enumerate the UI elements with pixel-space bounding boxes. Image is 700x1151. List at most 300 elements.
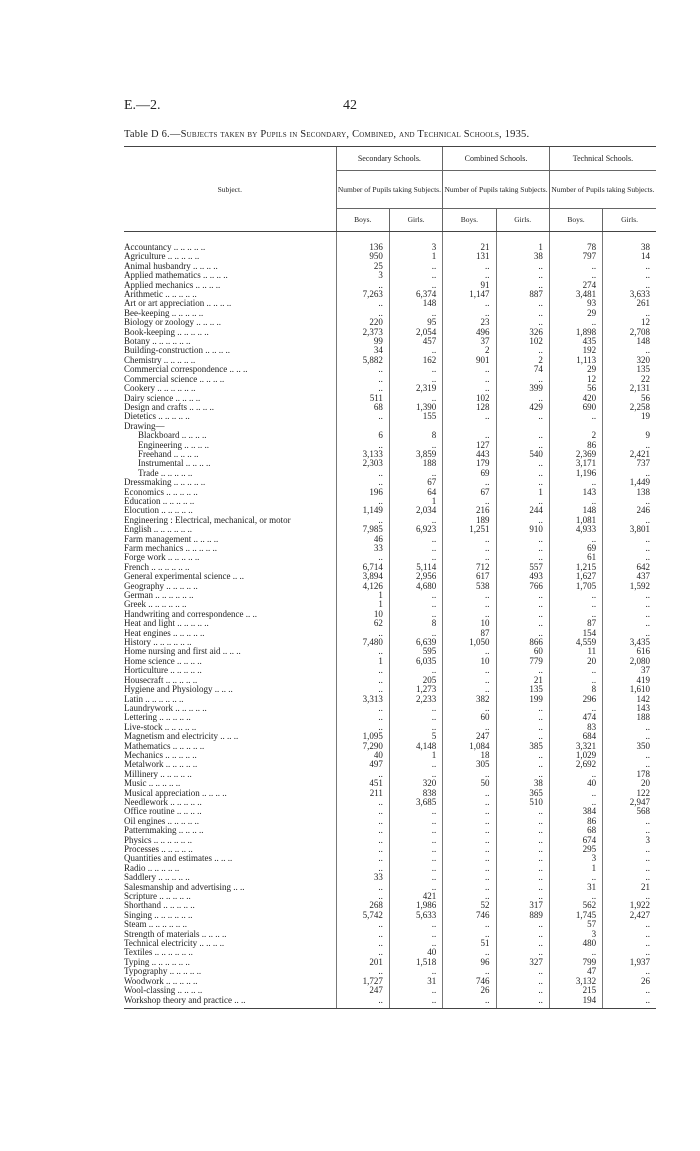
cell-value: 1,273 [389,685,442,694]
cell-value: 274 [549,281,602,290]
cell-value: 33 [336,544,389,553]
cell-value: 102 [443,394,496,403]
table-row [124,431,656,440]
cell-value: .. [443,892,496,901]
cell-value: .. [496,807,549,816]
cell-value: 38 [603,243,656,252]
leader-dots: .. .. .. .. .. [157,638,192,648]
subject-name [124,948,336,957]
subject-name [124,600,336,609]
leader-dots: .. .. .. .. .. [158,525,193,535]
subject-name [124,299,336,308]
cell-value: 1,084 [443,742,496,751]
subject-label: Steam .. [124,920,154,930]
cell-value: .. [443,262,496,271]
subject-name [124,958,336,967]
cell-value: .. [496,666,549,675]
cell-value: 3,132 [549,977,602,986]
cell-value: 3 [336,271,389,280]
cell-value: 2 [496,356,549,365]
cell-value: 443 [443,450,496,459]
cell-value: 95 [389,318,442,327]
cell-value: 199 [496,695,549,704]
subject-label: History .. [124,638,158,648]
cell-value: 1 [336,591,389,600]
cell-value: .. [389,271,442,280]
cell-value: 1,922 [603,901,656,910]
cell-value: 684 [549,732,602,741]
cell-value: .. [603,619,656,628]
cell-value: .. [336,281,389,290]
cell-value: .. [603,892,656,901]
cell-value: .. [389,544,442,553]
cell-value: .. [603,497,656,506]
subject-name [124,695,336,704]
cell-value: .. [443,676,496,685]
table-row [124,290,656,299]
subject-name [124,459,336,468]
cell-value: .. [496,892,549,901]
table-row [124,619,656,628]
cell-value: 1,937 [603,958,656,967]
cell-value: 194 [549,996,602,1005]
cell-value: .. [496,836,549,845]
cell-value: 18 [443,751,496,760]
subject-label: Typing .. [124,957,157,967]
cell-value: .. [336,723,389,732]
cell-value: .. [389,309,442,318]
leader-dots: .. .. .. .. .. [163,290,197,300]
cell-value: 220 [336,318,389,327]
cell-value: 46 [336,535,389,544]
cell-value: .. [496,967,549,976]
cell-value: .. [336,883,389,892]
cell-value: .. [496,553,549,562]
subject-name [124,563,336,572]
subject-label: Singing .. [124,910,159,920]
cell-value: 385 [496,742,549,751]
cell-value: 320 [603,356,656,365]
cell-value: 326 [496,328,549,337]
cell-value: 138 [603,488,656,497]
cell-value: .. [496,516,549,525]
cell-value: 1,518 [389,958,442,967]
subject-label: Dairy science [124,393,174,403]
leader-dots: .. .. .. .. [182,440,209,450]
leader-dots: .. .. .. .. .. [156,957,190,967]
cell-value: 1,610 [603,685,656,694]
cell-value: 102 [496,337,549,346]
subject-label: Workshop theory and practice [124,995,232,1005]
cell-value: 196 [336,488,389,497]
cell-value: .. [336,939,389,948]
cell-value: 21 [603,883,656,892]
report-code: E.—2. [124,98,161,113]
cell-value: .. [496,770,549,779]
cell-value: .. [336,666,389,675]
cell-value: 2,369 [549,450,602,459]
cell-value: .. [496,394,549,403]
subject-name [124,770,336,779]
subject-name [124,977,336,986]
cell-value: 1,081 [549,516,602,525]
cell-value: .. [496,977,549,986]
cell-value [336,422,389,431]
subject-name [124,572,336,581]
subject-label: Physics .. [124,835,159,845]
cell-value: .. [389,986,442,995]
cell-value: 2 [549,431,602,440]
subject-label: Instrumental [138,459,184,469]
cell-value: 910 [496,525,549,534]
cell-value: .. [603,535,656,544]
leader-dots: .. .. .. .. [191,534,219,544]
subject-name [124,666,336,675]
cell-value: .. [549,770,602,779]
leader-dots: .. .. .. .. [193,280,221,290]
cell-value: 399 [496,384,549,393]
cell-value: 2,947 [603,798,656,807]
cell-value: .. [603,281,656,290]
cell-value: 435 [549,337,602,346]
cell-value: 1,986 [389,901,442,910]
cell-value: 4,680 [389,582,442,591]
subject-name [124,394,336,403]
cell-value: .. [389,666,442,675]
cell-value: 2,708 [603,328,656,337]
cell-value: .. [549,948,602,957]
cell-value: 40 [336,751,389,760]
cell-value: .. [443,920,496,929]
cell-value: .. [443,770,496,779]
cell-value: .. [603,845,656,854]
subject-label: Geography [124,581,164,591]
table-row [124,986,656,995]
cell-value: 10 [336,610,389,619]
group-header-technical: Technical Schools. [549,147,656,171]
table-row [124,403,656,412]
cell-value: .. [443,375,496,384]
table-row [124,309,656,318]
subject-name [124,318,336,327]
table-row [124,563,656,572]
table-row [124,751,656,760]
table-row [124,901,656,910]
cell-value: 2,233 [389,695,442,704]
cell-value: .. [603,610,656,619]
cell-value: .. [496,723,549,732]
cell-value: 56 [549,384,602,393]
cell-value: .. [496,704,549,713]
cell-value [443,422,496,431]
subject-name [124,346,336,355]
cell-value: 3,801 [603,525,656,534]
cell-value: 451 [336,779,389,788]
subject-name [124,337,336,346]
col-header-comb-boys: Boys. [443,209,496,232]
cell-value: .. [389,610,442,619]
subject-label: Bee-keeping [124,308,170,318]
cell-value: .. [336,365,389,374]
subject-label: Applied mechanics [124,280,194,290]
cell-value: .. [496,478,549,487]
table-row [124,375,656,384]
cell-value: .. [549,798,602,807]
subject-label: Arithmetic [124,290,163,300]
cell-value: 511 [336,394,389,403]
subject-label: Saddlery [124,873,156,883]
subject-label: Dietetics [124,412,156,422]
cell-value: 179 [443,459,496,468]
cell-value: .. [496,760,549,769]
table-row [124,930,656,939]
table-row [124,977,656,986]
cell-value: .. [336,713,389,722]
cell-value: 3,859 [389,450,442,459]
leader-dots: .. .. .. .. .. [165,252,200,262]
subject-label: French .. [124,562,156,572]
leader-dots: .. .. .. .. [199,788,227,798]
leader-dots: .. .. .. .. .. [157,713,191,723]
cell-value: 9 [603,431,656,440]
cell-value: .. [549,535,602,544]
subject-name [124,544,336,553]
subject-label: Mechanics [124,750,163,760]
cell-value: 91 [443,281,496,290]
cell-value: .. [603,544,656,553]
table-row [124,958,656,967]
cell-value: 1 [496,488,549,497]
cell-value: 143 [549,488,602,497]
subject-label: Engineering [138,440,182,450]
subject-label: Millinery [124,769,158,779]
cell-value [389,422,442,431]
cell-value: 261 [603,299,656,308]
leader-dots: .. .. .. .. .. [158,835,193,845]
cell-value: 429 [496,403,549,412]
cell-value: 1,727 [336,977,389,986]
subject-name [124,384,336,393]
subject-label: Wool-classing [124,986,176,996]
cell-value: .. [496,854,549,863]
table-row [124,779,656,788]
subject-name [124,619,336,628]
leader-dots: .. .. .. .. .. [156,337,191,347]
cell-value: 93 [549,299,602,308]
cell-value: .. [496,883,549,892]
cell-value: 420 [549,394,602,403]
cell-value: 2,373 [336,328,389,337]
cell-value [549,422,602,431]
subject-label: Shorthand [124,901,161,911]
cell-value: .. [389,516,442,525]
leader-dots: .. .. .. .. .. [153,920,187,930]
cell-value: .. [603,271,656,280]
subject-name [124,450,336,459]
cell-value: 2,319 [389,384,442,393]
leader-dots: .. .. .. .. [190,261,218,271]
subject-label: Strength of materials [124,929,200,939]
subject-name [124,309,336,318]
cell-value: 247 [443,732,496,741]
subject-label: Laundrywork [124,703,173,713]
cell-value: .. [443,789,496,798]
leader-dots: .. .. .. .. [176,826,204,836]
table-row [124,478,656,487]
cell-value: 21 [496,676,549,685]
cell-value: 10 [443,657,496,666]
cell-value: 3 [389,243,442,252]
cell-value: 3,435 [603,638,656,647]
table-row [124,591,656,600]
cell-value: 2,692 [549,760,602,769]
subject-name [124,281,336,290]
cell-value: 4,148 [389,742,442,751]
subject-name [124,290,336,299]
cell-value: 2,303 [336,459,389,468]
cell-value: 86 [549,441,602,450]
subject-label: Handwriting and correspondence [124,609,244,619]
table-row [124,488,656,497]
cell-value: .. [603,591,656,600]
cell-value: 4,126 [336,582,389,591]
cell-value: 1,029 [549,751,602,760]
subject-header: Subject. [217,184,242,194]
cell-value: 68 [336,403,389,412]
cell-value: .. [443,610,496,619]
cell-value: 1,149 [336,506,389,515]
cell-value: .. [389,845,442,854]
cell-value: 21 [443,243,496,252]
cell-value: 2,421 [603,450,656,459]
cell-value: .. [603,760,656,769]
subject-name [124,591,336,600]
cell-value: 616 [603,647,656,656]
cell-value: 1 [389,497,442,506]
cell-value: 1,095 [336,732,389,741]
cell-value: .. [603,441,656,450]
subject-label: Needlework [124,797,168,807]
subject-label: Horticulture [124,666,168,676]
cell-value: 327 [496,958,549,967]
table-row [124,572,656,581]
cell-value: .. [496,459,549,468]
table-row [124,346,656,355]
leader-dots: .. .. .. .. [186,402,214,412]
table-row [124,920,656,929]
subject-label: Greek .. [124,600,153,610]
subject-label: Engineering : Electrical, mechanical, or motor [124,515,291,525]
cell-value: 538 [443,582,496,591]
leader-dots: .. .. .. .. .. [170,741,205,751]
cell-value: 3 [603,836,656,845]
cell-value: .. [443,996,496,1005]
subject-name [124,243,336,252]
cell-value: .. [336,770,389,779]
cell-value: .. [336,553,389,562]
cell-value: .. [603,553,656,562]
cell-value: .. [336,629,389,638]
leader-dots: .. .. .. .. [175,986,203,996]
cell-value: 244 [496,506,549,515]
cell-value: 7,263 [336,290,389,299]
cell-value: 887 [496,290,549,299]
cell-value: .. [336,996,389,1005]
leader-dots: .. .. .. [220,647,241,657]
cell-value: 87 [549,619,602,628]
cell-value: .. [603,930,656,939]
cell-value: 2,427 [603,911,656,920]
cell-value: .. [549,591,602,600]
cell-value: .. [443,600,496,609]
subject-label: Botany .. [124,337,157,347]
cell-value: 31 [389,977,442,986]
cell-value: 6,035 [389,657,442,666]
subject-name [124,356,336,365]
cell-value: .. [389,441,442,450]
table-row [124,873,656,882]
cell-value: .. [443,704,496,713]
leader-dots: .. .. .. .. .. [162,722,197,732]
cell-value: .. [603,262,656,271]
leader-dots: .. .. .. .. .. [161,901,195,911]
cell-value: 382 [443,695,496,704]
subject-name [124,892,336,901]
subject-label: Mathematics [124,741,171,751]
cell-value: 189 [443,516,496,525]
cell-value: 8 [389,619,442,628]
cell-value: 6 [336,431,389,440]
table-row [124,845,656,854]
cell-value: 57 [549,920,602,929]
leader-dots: .. .. .. .. .. [173,703,207,713]
leader-dots: .. .. .. [227,365,248,375]
cell-value: .. [443,666,496,675]
subject-name [124,864,336,873]
table-caption: —Subjects taken by Pupils in Secondary, Combined, and Technical Schools, 1935. [169,129,530,140]
cell-value: .. [603,920,656,929]
cell-value: 3,894 [336,572,389,581]
cell-value: 22 [603,375,656,384]
cell-value: 797 [549,252,602,261]
table-row [124,252,656,261]
cell-value: 8 [549,685,602,694]
cell-value: 712 [443,563,496,572]
leader-dots: .. .. .. .. .. [169,308,204,318]
cell-value: 2 [443,346,496,355]
cell-value: 317 [496,901,549,910]
cell-value: .. [549,318,602,327]
cell-value: 3,171 [549,459,602,468]
cell-value: 37 [443,337,496,346]
cell-value: 11 [549,647,602,656]
cell-value: 29 [549,365,602,374]
leader-dots: .. .. [232,995,246,1005]
subject-label: Book-keeping [124,327,175,337]
cell-value: 155 [389,412,442,421]
subject-name [124,506,336,515]
cell-value: .. [389,817,442,826]
cell-value: 1,449 [603,478,656,487]
cell-value: 295 [549,845,602,854]
leader-dots: .. .. .. .. .. [157,892,191,902]
cell-value: 540 [496,450,549,459]
subject-name [124,911,336,920]
cell-value: .. [336,854,389,863]
cell-value: 69 [549,544,602,553]
cell-value: 148 [549,506,602,515]
cell-value: .. [389,600,442,609]
